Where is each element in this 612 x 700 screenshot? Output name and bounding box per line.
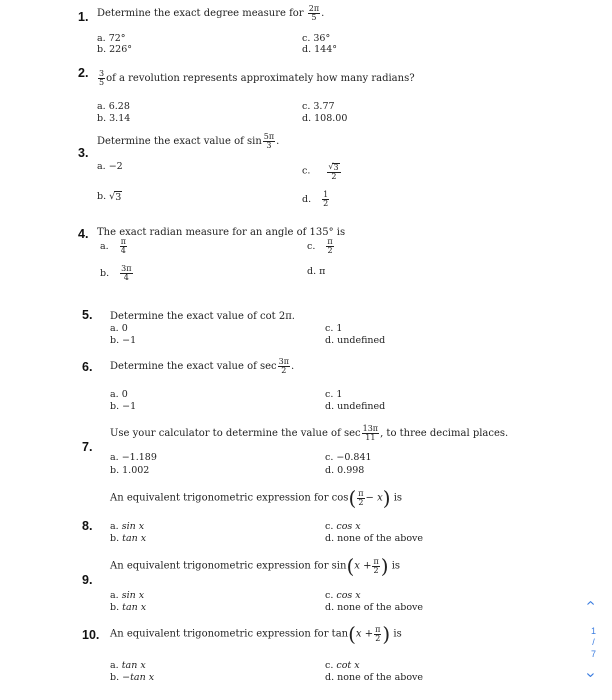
question-text: Use your calculator to determine the value of sec $\frac{13\pi}{11}$ , to three decimal places. [110,424,509,442]
question-text: Determine the exact degree measure for $\frac{2\pi}{5}$ . [97,4,325,22]
option-d[interactable]: d. none of the above [325,533,424,544]
question-number: 8. [82,519,93,533]
option-d[interactable]: d. 144° [302,44,338,55]
option-c[interactable]: c. 1 [325,323,343,334]
question-text: $\frac{3}{5}$ of a revolution represents approximately how many radians? [99,69,415,87]
option-a[interactable]: a. sin x [110,521,145,532]
current-page: 1 [591,626,597,636]
question-number: 2. [78,66,89,80]
option-d[interactable]: d. none of the above [325,602,424,613]
question-number: 7. [82,440,93,454]
question-number: 1. [78,10,89,24]
question-text: Determine the exact value of sec $\frac{3\pi}{2}$ . [110,357,295,375]
option-d[interactable]: d. $\frac{1}{2}$ [302,190,329,208]
option-c[interactable]: c. −0.841 [325,452,372,463]
question-text: The exact radian measure for an angle of 135° is [97,227,346,238]
option-c[interactable]: c. cos x [325,590,361,601]
option-b[interactable]: b. $\frac{3\pi}{4}$ [100,264,132,282]
option-d[interactable]: d. 108.00 [302,113,348,124]
option-b[interactable]: b. 3.14 [97,113,131,124]
question-number: 3. [78,146,89,160]
question-text: An equivalent trigonometric expression for tan(x + $\frac{\pi}{2}$ ) is [110,622,402,646]
option-d[interactable]: d. undefined [325,401,386,412]
question-text: An equivalent trigonometric expression for cos( $\frac{\pi}{2}$ − x) is [110,486,403,510]
option-d[interactable]: d. 0.998 [325,465,365,476]
page-indicator [591,626,596,660]
option-b[interactable]: b. tan x [110,602,147,613]
option-d[interactable]: d. π [307,266,326,277]
question-text: An equivalent trigonometric expression for sin(x + $\frac{\pi}{2}$ ) is [110,554,401,578]
option-a[interactable]: a. 6.28 [97,101,130,112]
option-b[interactable]: b. tan x [110,533,147,544]
page-separator: / [592,637,595,648]
option-a[interactable]: a. 0 [110,389,128,400]
option-b[interactable]: b. √ 3 [97,191,122,203]
option-a[interactable]: a. $\frac{\pi}{4}$ [100,237,126,255]
option-b[interactable]: b. 226° [97,44,133,55]
option-b[interactable]: b. 1.002 [110,465,150,476]
option-a[interactable]: a. −2 [97,161,123,172]
question-number: 5. [82,308,93,322]
question-number: 9. [82,573,93,587]
question-number: 6. [82,360,93,374]
option-a[interactable]: a. 72° [97,33,126,44]
option-b[interactable]: b. −tan x [110,672,155,683]
question-text: Determine the exact value of cot 2π. [110,311,295,322]
option-b[interactable]: b. −1 [110,401,137,412]
option-c[interactable]: c. $\frac{\pi}{2}$ [307,237,333,255]
option-c[interactable]: c. √ 3 2 [302,162,339,181]
option-a[interactable]: a. sin x [110,590,145,601]
option-d[interactable]: d. undefined [325,335,386,346]
question-number: 10. [82,628,100,642]
option-c[interactable]: c. 36° [302,33,331,44]
option-b[interactable]: b. −1 [110,335,137,346]
chevron-up-icon[interactable]: ‹ [582,600,600,606]
option-a[interactable]: a. tan x [110,660,146,671]
chevron-down-icon[interactable]: ‹ [581,672,599,678]
question-text: Determine the exact value of sin $\frac{5\pi}{3}$ . [97,132,280,150]
option-c[interactable]: c. 1 [325,389,343,400]
total-pages: 7 [591,648,597,659]
option-c[interactable]: c. cos x [325,521,361,532]
option-c[interactable]: c. cot x [325,660,360,671]
question-number: 4. [78,227,89,241]
option-a[interactable]: a. −1.189 [110,452,157,463]
option-c[interactable]: c. 3.77 [302,101,335,112]
option-d[interactable]: d. none of the above [325,672,424,683]
option-a[interactable]: a. 0 [110,323,128,334]
